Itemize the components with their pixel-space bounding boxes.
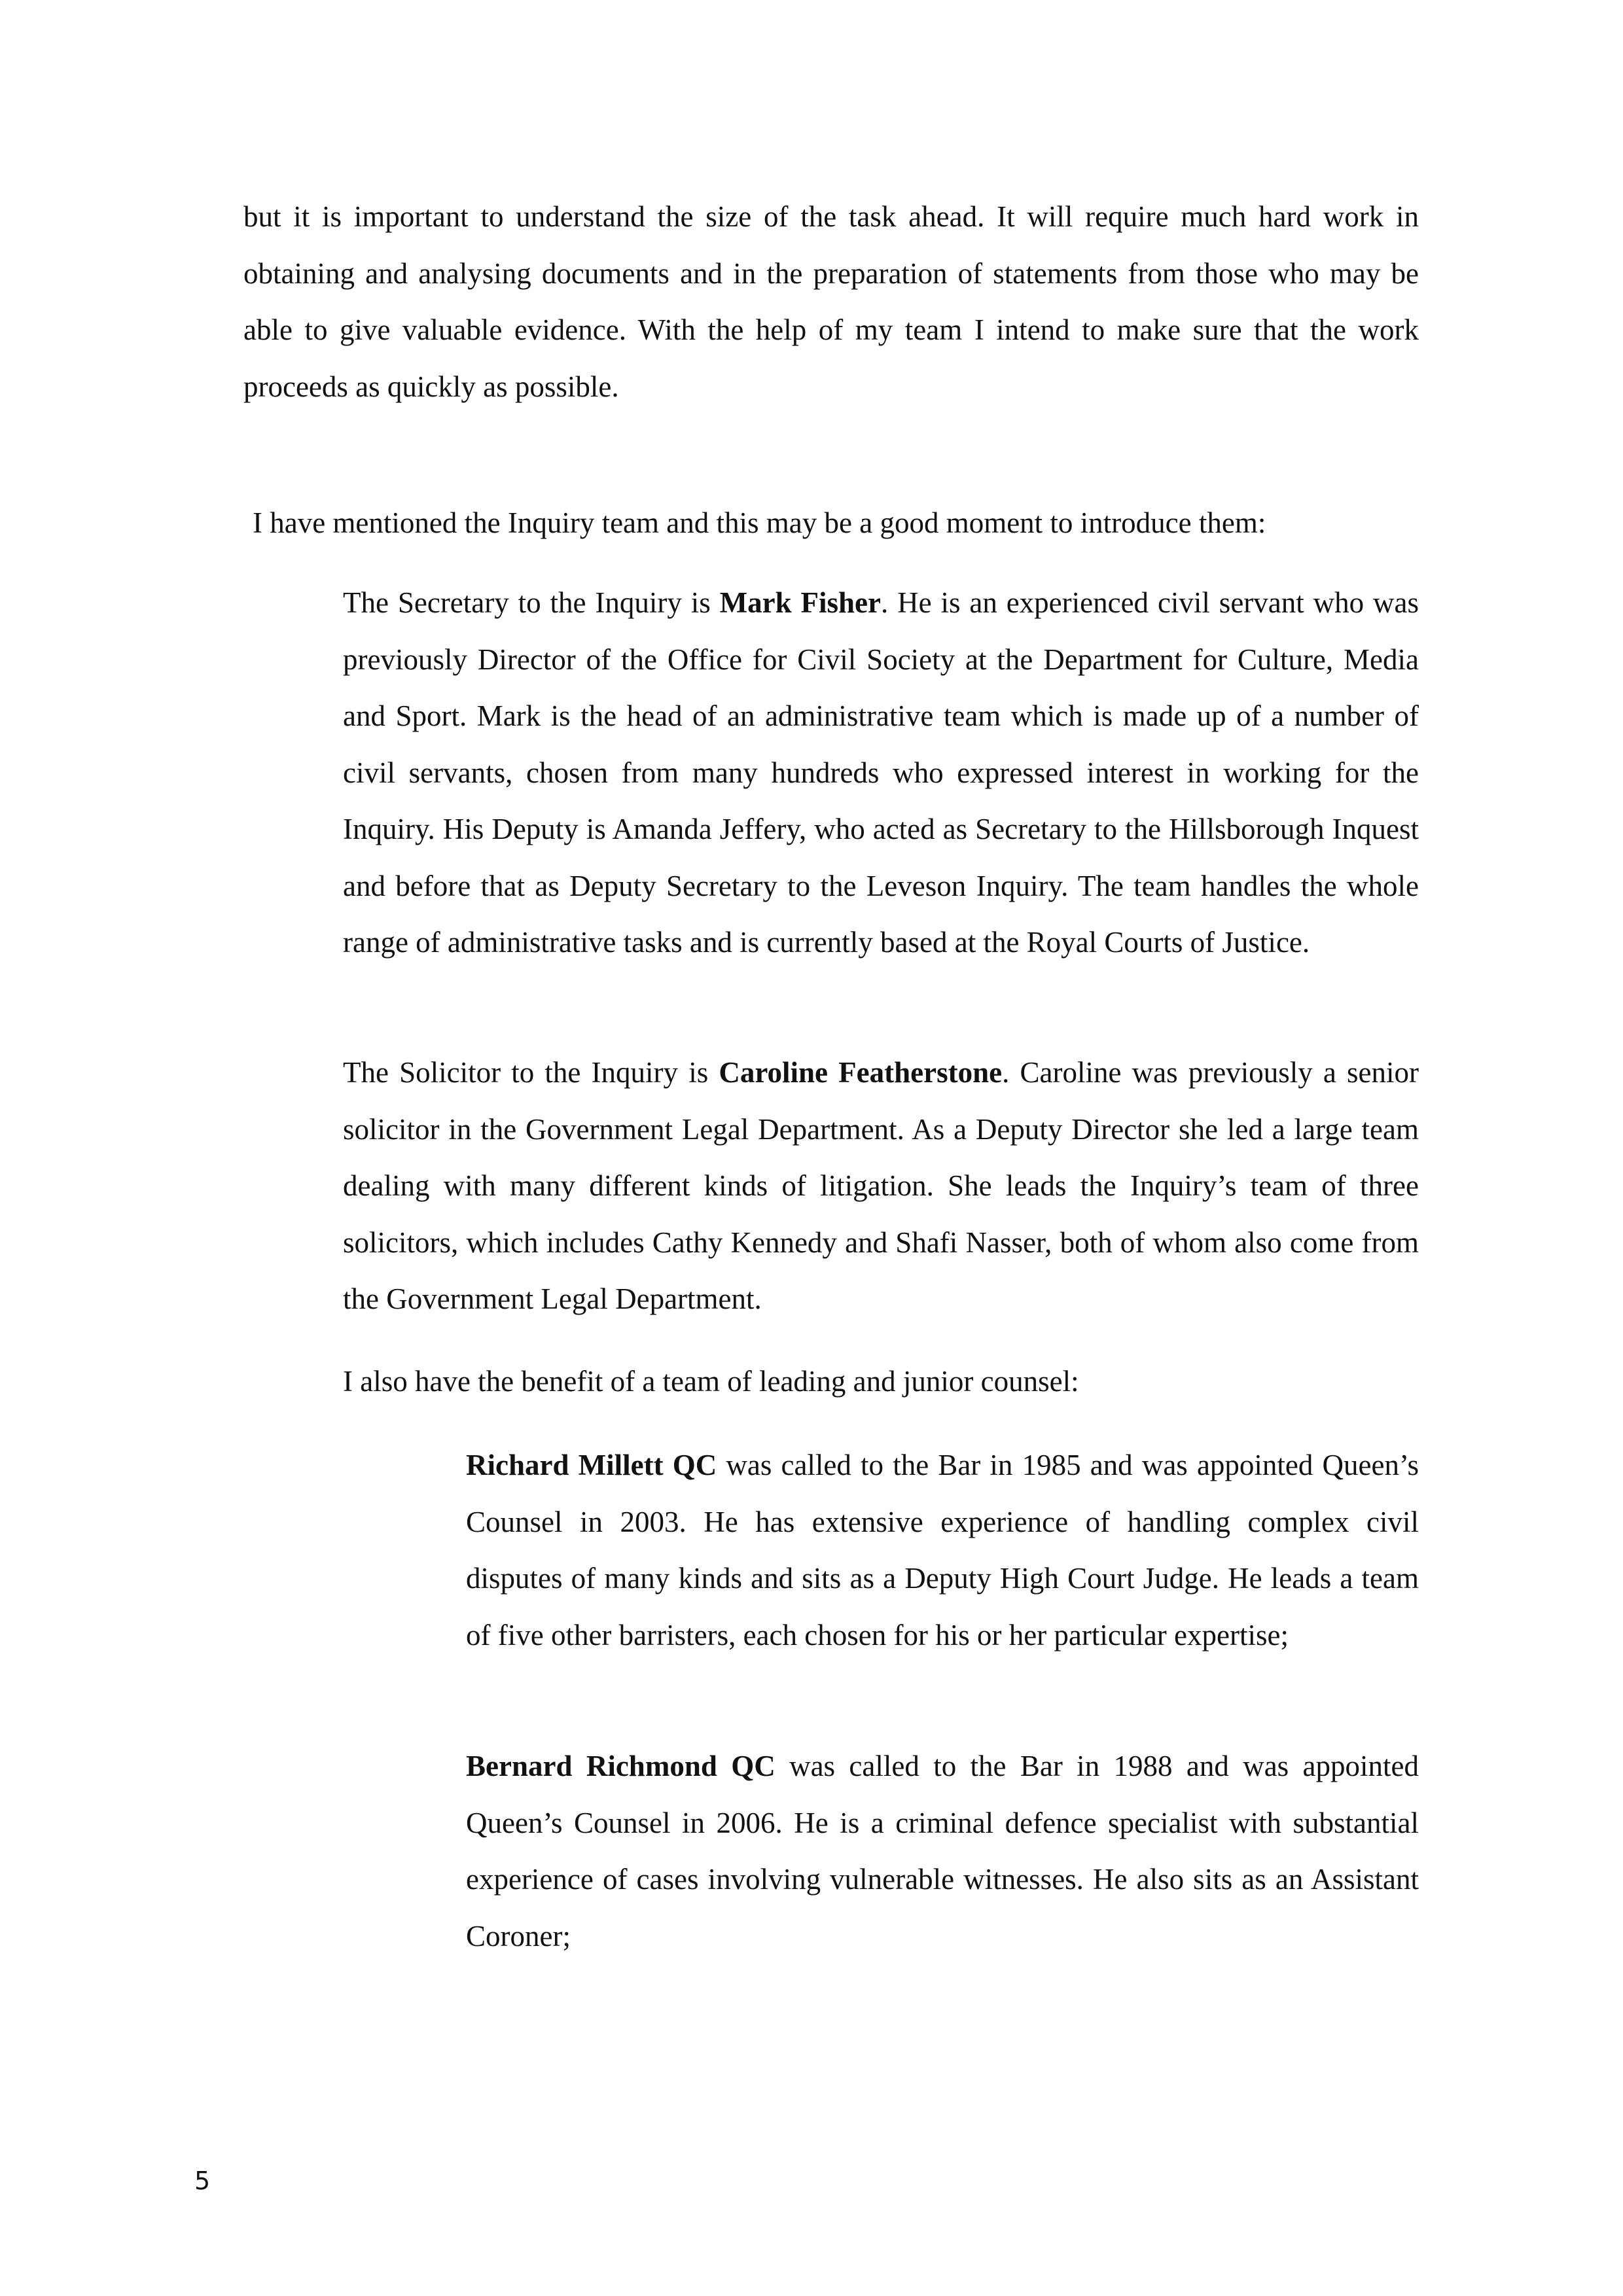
solicitor-text-post: . Caroline was previously a senior solicitor in the Government Legal Department. As a Deputy Director she led a large team dealing with many different kinds of litigation. She leads the Inquiry’s team of three solicitors, which includes Cathy Kennedy and Shafi Nasser, both of whom also come from the Government Legal Department.: [343, 1056, 1419, 1315]
paragraph-counsel-millett: [466, 1437, 1419, 1663]
page-number: 5: [194, 2166, 211, 2195]
counsel-description: was called to the Bar in 1988 and was appointed Queen’s Counsel in 2006. He is a criminal defence specialist with substantial experience of cases involving vulnerable witnesses. He also sits as an Assistant Coroner;: [466, 1750, 1419, 1952]
paragraph-secretary: [343, 574, 1419, 971]
counsel-name: Bernard Richmond QC: [466, 1750, 776, 1782]
paragraph-text: I also have the benefit of a team of leading and junior counsel:: [343, 1365, 1079, 1398]
secretary-text-pre: The Secretary to the Inquiry is: [343, 586, 720, 619]
secretary-text-post: . He is an experienced civil servant who was previously Director of the Office for Civil Society at the Department for Culture, Media and Sport. Mark is the head of an administrative team which is made up of a number of civil servants, chosen from many hundreds who expressed interest in working for the Inquiry. His Deputy is Amanda Jeffery, who acted as Secretary to the Hillsborough Inquest and before that as Deputy Secretary to the Leveson Inquiry. The team handles the whole range of administrative tasks and is currently based at the Royal Courts of Justice.: [343, 586, 1419, 959]
counsel-name: Richard Millett QC: [466, 1449, 717, 1481]
paragraph-solicitor: [343, 1044, 1419, 1328]
paragraph-counsel-richmond: [466, 1738, 1419, 1964]
paragraph-team-intro: [253, 495, 1419, 552]
counsel-description: was called to the Bar in 1985 and was appointed Queen’s Counsel in 2003. He has extensive experience of handling complex civil disputes of many kinds and sits as a Deputy High Court Judge. He leads a team of five other barristers, each chosen for his or her particular expertise;: [466, 1449, 1419, 1651]
paragraph-intro-continuation: [243, 188, 1419, 415]
secretary-name: Mark Fisher: [719, 586, 881, 619]
solicitor-name: Caroline Featherstone: [719, 1056, 1003, 1089]
paragraph-text: I have mentioned the Inquiry team and this may be a good moment to introduce them:: [253, 506, 1266, 539]
paragraph-counsel-intro: [343, 1353, 1419, 1410]
solicitor-text-pre: The Solicitor to the Inquiry is: [343, 1056, 719, 1089]
paragraph-text: but it is important to understand the size of the task ahead. It will require much hard work in obtaining and analysing documents and in the preparation of statements from those who may be able to give valuable evidence. With the help of my team I intend to make sure that the work proceeds as quickly as possible.: [243, 200, 1419, 403]
